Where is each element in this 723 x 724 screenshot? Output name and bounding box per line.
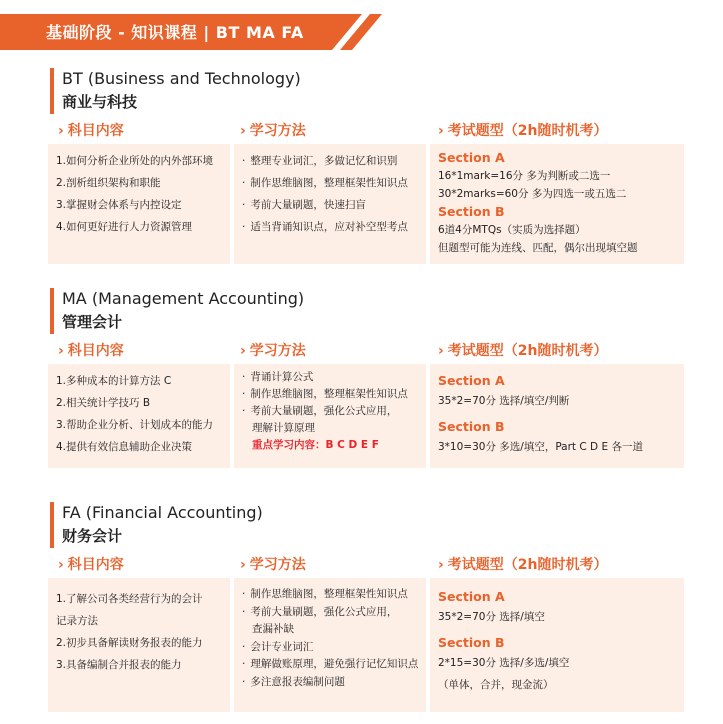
chevron-right-icon: › — [58, 343, 64, 359]
content-box — [48, 578, 230, 712]
exam-header: › 考试题型（2h随时机考） — [438, 343, 608, 359]
method-item: · 制作思维脑图，整理框架性知识点 — [242, 586, 418, 604]
method-item: · 考前大量刷题，快速扫盲 — [242, 194, 418, 216]
content-box — [48, 364, 230, 468]
exam-box — [430, 578, 684, 712]
content-item: 3.掌握财会体系与内控设定 — [56, 199, 182, 211]
exam-line: 30*2marks=60分 多为四选一或五选二 — [438, 188, 627, 200]
content-item: 记录方法 — [56, 615, 98, 627]
exam-line: 16*1mark=16分 多为判断或二选一 — [438, 170, 611, 182]
method-highlight: 重点学习内容：B C D E F — [252, 439, 379, 451]
content-item: 3.具备编制合并报表的能力 — [56, 659, 182, 671]
method-item: · 背诵计算公式 — [242, 369, 418, 386]
section-title-cn: 商业与科技 — [62, 93, 138, 111]
content-item: 4.如何更好进行人力资源管理 — [56, 221, 193, 233]
section-title-en: FA (Financial Accounting) — [62, 503, 263, 522]
exam-line: 6道4分MTQs（实质为选择题） — [438, 224, 586, 236]
method-item: · 考前大量刷题，强化公式应用， — [242, 403, 418, 420]
content-item: 1.如何分析企业所处的内外部环境 — [56, 155, 214, 167]
section-title — [50, 68, 301, 114]
exam-line: 但题型可能为连线、匹配，偶尔出现填空题 — [438, 242, 638, 254]
section-b-label: Section B — [438, 204, 505, 219]
exam-line: 35*2=70分 选择/填空 — [438, 611, 545, 623]
exam-line: 3*10=30分 多选/填空，Part C D E 各一道 — [438, 441, 643, 453]
method-item: · 会计专业词汇 — [242, 639, 418, 657]
section-a-label: Section A — [438, 373, 505, 388]
section-title — [50, 288, 304, 334]
method-header: › 学习方法 — [240, 343, 306, 359]
content-item: 3.帮助企业分析、计划成本的能力 — [56, 419, 214, 431]
chevron-right-icon: › — [438, 557, 444, 573]
content-item: 4.提供有效信息辅助企业决策 — [56, 441, 193, 453]
method-item: · 制作思维脑图，整理框架性知识点 — [242, 172, 418, 194]
section-title — [50, 502, 263, 548]
section-title-cn: 管理会计 — [62, 313, 123, 331]
section-b-label: Section B — [438, 635, 505, 650]
exam-line: 2*15=30分 选择/多选/填空 — [438, 657, 570, 669]
chevron-right-icon: › — [240, 557, 246, 573]
method-item: · 整理专业词汇，多做记忆和识别 — [242, 150, 418, 172]
exam-line: 35*2=70分 选择/填空/判断 — [438, 395, 570, 407]
exam-box — [430, 364, 684, 468]
content-item: 2.相关统计学技巧 B — [56, 397, 151, 409]
method-box — [234, 364, 426, 468]
content-header: › 科目内容 — [58, 123, 124, 139]
chevron-right-icon: › — [240, 123, 246, 139]
content-item: 1.了解公司各类经营行为的会计 — [56, 593, 203, 605]
banner-title: 基础阶段 - 知识课程 | BT MA FA — [46, 23, 304, 42]
section-title-cn: 财务会计 — [62, 527, 123, 545]
section-a-label: Section A — [438, 150, 505, 165]
page-banner — [0, 14, 390, 50]
method-header: › 学习方法 — [240, 123, 306, 139]
method-item: · 制作思维脑图，整理框架性知识点 — [242, 386, 418, 403]
chevron-right-icon: › — [240, 343, 246, 359]
section-title-en: BT (Business and Technology) — [62, 69, 301, 88]
chevron-right-icon: › — [438, 123, 444, 139]
exam-line: （单体，合并，现金流） — [438, 679, 554, 691]
section-a-label: Section A — [438, 589, 505, 604]
chevron-right-icon: › — [58, 123, 64, 139]
content-header: › 科目内容 — [58, 557, 124, 573]
content-item: 1.多种成本的计算方法 C — [56, 375, 172, 387]
chevron-right-icon: › — [438, 343, 444, 359]
method-box — [234, 578, 426, 712]
method-item: 理解计算原理 — [252, 422, 315, 434]
method-item: · 考前大量刷题，强化公式应用， — [242, 604, 418, 622]
method-item: · 理解做账原理，避免强行记忆知识点 — [242, 656, 418, 674]
method-header: › 学习方法 — [240, 557, 306, 573]
content-box — [48, 144, 230, 264]
exam-header: › 考试题型（2h随时机考） — [438, 123, 608, 139]
content-header: › 科目内容 — [58, 343, 124, 359]
method-item: · 适当背诵知识点，应对补空型考点 — [242, 216, 418, 238]
exam-header: › 考试题型（2h随时机考） — [438, 557, 608, 573]
exam-box — [430, 144, 684, 264]
section-b-label: Section B — [438, 419, 505, 434]
chevron-right-icon: › — [58, 557, 64, 573]
method-item: 查漏补缺 — [252, 623, 294, 635]
method-box — [234, 144, 426, 264]
method-item: · 多注意报表编制问题 — [242, 674, 418, 692]
content-item: 2.初步具备解读财务报表的能力 — [56, 637, 203, 649]
section-title-en: MA (Management Accounting) — [62, 289, 305, 308]
content-item: 2.剖析组织架构和职能 — [56, 177, 161, 189]
